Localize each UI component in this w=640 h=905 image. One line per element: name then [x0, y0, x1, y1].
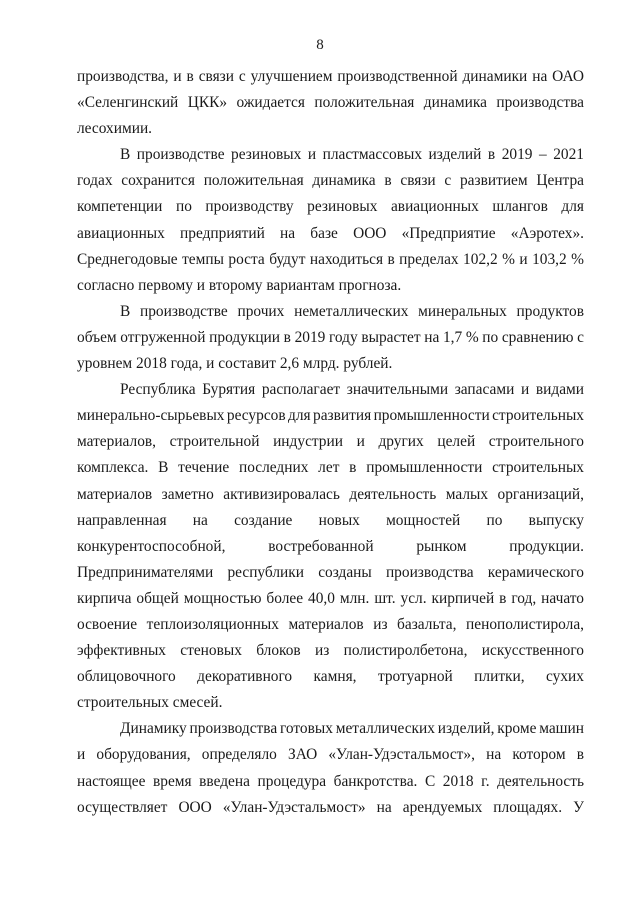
paragraph-line: кирпича общей мощностью более 40,0 млн. шт. усл. кирпичей в год, начато: [77, 589, 584, 607]
paragraph-line: Среднегодовые темпы роста будут находиться в пределах 102,2 % и 103,2 %: [77, 250, 584, 268]
paragraph-line: освоение теплоизоляционных материалов из базальта, пенополистирола,: [77, 615, 584, 633]
paragraph-line: годах сохранится положительная динамика в связи с развитием Центра: [77, 172, 584, 190]
page-number: 8: [316, 37, 324, 53]
paragraph-line: «Селенгинский ЦКК» ожидается положительная динамика производства: [77, 94, 584, 112]
paragraph-line: В производстве прочих неметаллических минеральных продуктов: [120, 302, 584, 320]
paragraph-line: и оборудования, определяло ЗАО «Улан-Удэстальмост», на котором в: [77, 746, 584, 764]
paragraph-line: объем отгруженной продукции в 2019 году вырастет на 1,7 % по сравнению с: [77, 328, 584, 346]
paragraph-line: строительных смесей.: [77, 694, 223, 712]
paragraph-line: согласно первому и второму вариантам прогноза.: [77, 276, 402, 294]
paragraph-line: Динамику производства готовых металлических изделий, кроме машин: [120, 720, 584, 738]
paragraph-3: [77, 299, 584, 377]
paragraph-line: минерально-сырьевых ресурсов для развития промышленности строительных: [77, 407, 585, 425]
paragraph-line: компетенции по производству резиновых авиационных шлангов для: [77, 198, 584, 216]
paragraph-line: Предпринимателями республики созданы производства керамического: [77, 563, 584, 581]
paragraph-line: авиационных предприятий на базе ООО «Предприятие «Аэротех».: [77, 224, 584, 242]
paragraph-line: настоящее время введена процедура банкротства. С 2018 г. деятельность: [77, 772, 584, 790]
paragraph-5: [77, 716, 584, 820]
paragraph-4: [77, 377, 584, 716]
paragraph-line: лесохимии.: [77, 120, 153, 138]
paragraph-line: эффективных стеновых блоков из полистиролбетона, искусственного: [77, 642, 584, 660]
paragraph-line: комплекса. В течение последних лет в промышленности строительных: [77, 459, 584, 477]
paragraph-line: Республика Бурятия располагает значительными запасами и видами: [120, 381, 584, 399]
paragraph-line: материалов, строительной индустрии и других целей строительного: [77, 433, 584, 451]
paragraph-line: уровнем 2018 года, и составит 2,6 млрд. рублей.: [77, 355, 393, 373]
paragraph-line: материалов заметно активизировалась деятельность малых организаций,: [77, 485, 584, 503]
paragraph-line: В производстве резиновых и пластмассовых изделий в 2019 – 2021: [120, 146, 584, 164]
paragraph-line: облицовочного декоративного камня, тротуарной плитки, сухих: [77, 668, 584, 686]
paragraph-line: направленная на создание новых мощностей по выпуску: [77, 511, 584, 529]
paragraph-line: конкурентоспособной, востребованной рынком продукции.: [77, 537, 584, 555]
paragraph-line: производства, и в связи с улучшением производственной динамики на ОАО: [77, 68, 584, 85]
paragraph-2: [77, 142, 584, 299]
document-body: [77, 64, 584, 821]
paragraph-1: [77, 64, 584, 142]
paragraph-line: осуществляет ООО «Улан-Удэстальмост» на арендуемых площадях. У: [77, 798, 584, 816]
